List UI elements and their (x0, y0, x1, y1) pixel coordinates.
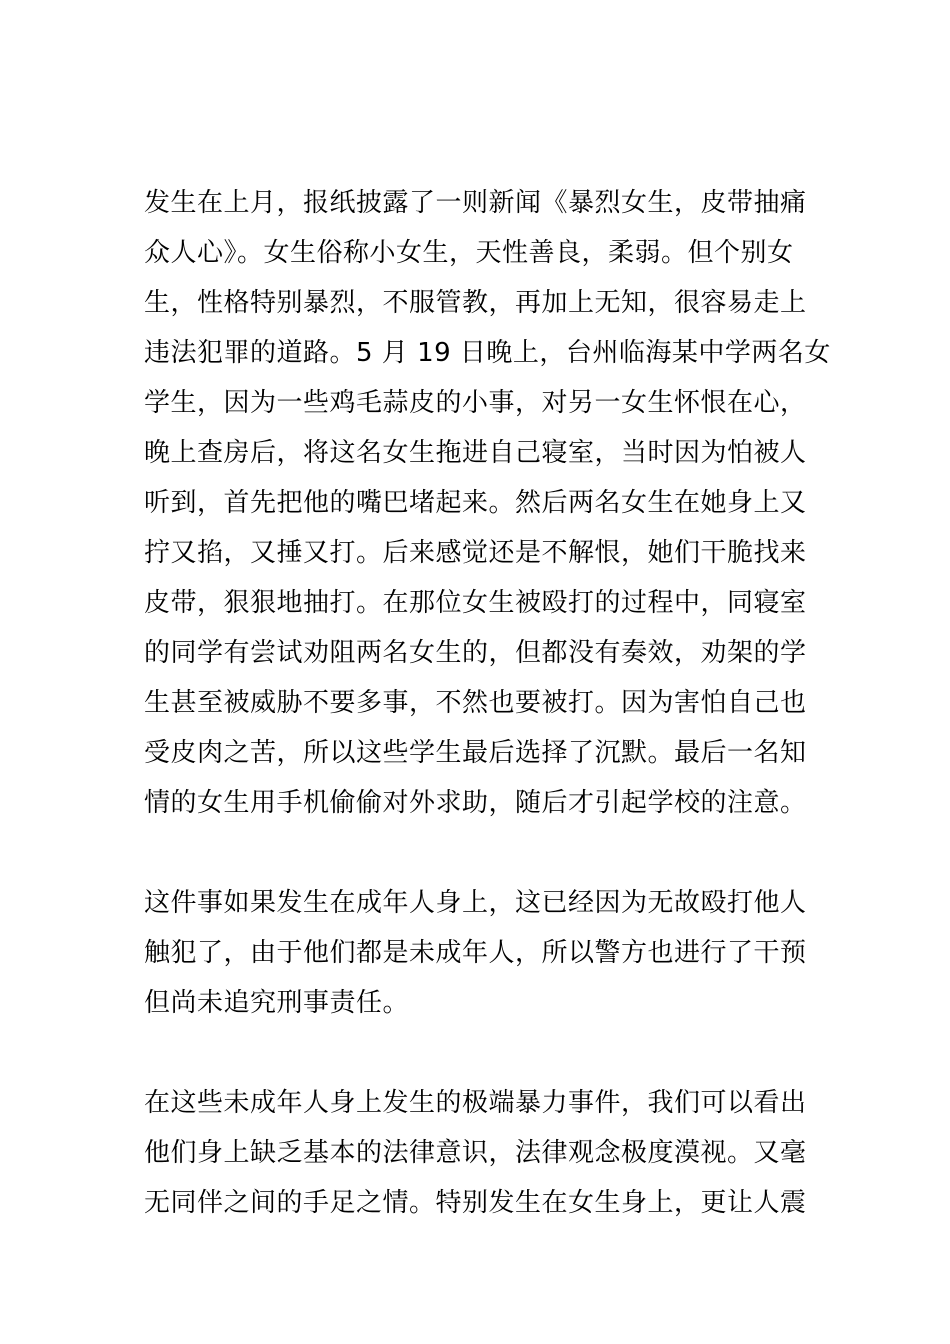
text-line: 拧又掐，又捶又打。后来感觉还是不解恨，她们干脆找来 (144, 538, 807, 568)
paragraph-2 (144, 878, 808, 1028)
text-line: 学生，因为一些鸡毛蒜皮的小事，对另一女生怀恨在心， (144, 388, 807, 418)
text-line: 生，性格特别暴烈，不服管教，再加上无知，很容易走上 (144, 288, 807, 318)
text-line: 违法犯罪的道路。5 月 19 日晚上，台州临海某中学两名女 (144, 338, 831, 368)
text-line: 皮带，狠狠地抽打。在那位女生被殴打的过程中，同寝室 (144, 588, 807, 618)
text-line: 这件事如果发生在成年人身上，这已经因为无故殴打他人 (144, 888, 807, 918)
text-line: 生甚至被威胁不要多事，不然也要被打。因为害怕自己也 (144, 688, 807, 718)
text-line: 他们身上缺乏基本的法律意识，法律观念极度漠视。又毫 (144, 1138, 807, 1168)
text-line: 在这些未成年人身上发生的极端暴力事件，我们可以看出 (144, 1088, 807, 1118)
text-line: 晚上查房后，将这名女生拖进自己寝室，当时因为怕被人 (144, 438, 807, 468)
text-line: 受皮肉之苦，所以这些学生最后选择了沉默。最后一名知 (144, 738, 807, 768)
paragraph-3 (144, 1078, 808, 1228)
text-line: 的同学有尝试劝阻两名女生的，但都没有奏效，劝架的学 (144, 638, 807, 668)
document-page (144, 178, 831, 1278)
text-line: 但尚未追究刑事责任。 (144, 988, 410, 1018)
text-line: 众人心》。女生俗称小女生，天性善良，柔弱。但个别女 (144, 238, 794, 268)
text-line: 情的女生用手机偷偷对外求助，随后才引起学校的注意。 (144, 788, 807, 818)
paragraph-1 (144, 178, 831, 828)
text-line: 发生在上月，报纸披露了一则新闻《暴烈女生，皮带抽痛 (144, 188, 807, 218)
text-line: 无同伴之间的手足之情。特别发生在女生身上，更让人震 (144, 1188, 807, 1218)
text-line: 听到，首先把他的嘴巴堵起来。然后两名女生在她身上又 (144, 488, 807, 518)
text-line: 触犯了，由于他们都是未成年人，所以警方也进行了干预 (144, 938, 807, 968)
